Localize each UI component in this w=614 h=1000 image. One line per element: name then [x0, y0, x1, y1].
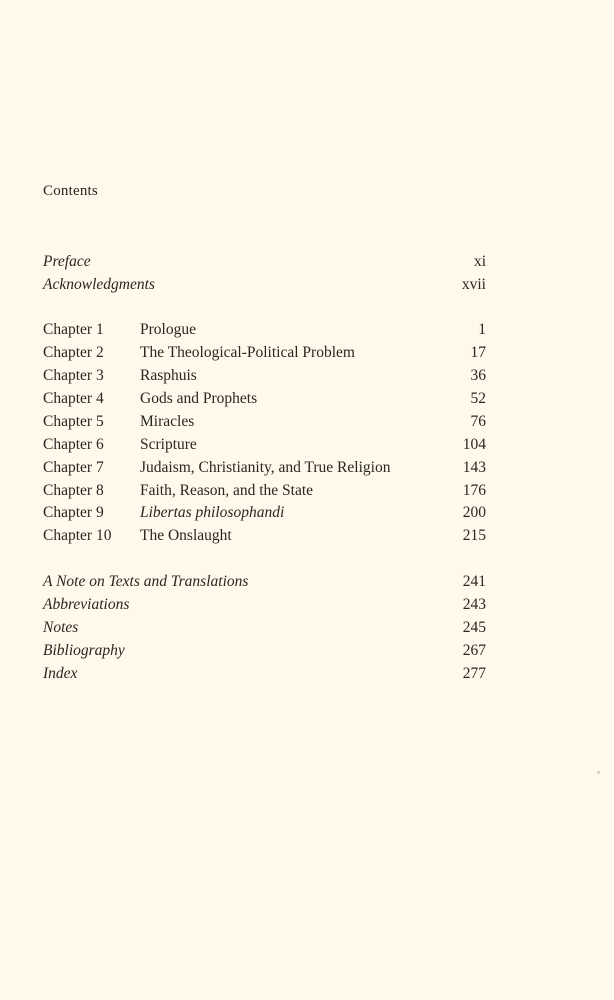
entry-page-number: 200	[462, 504, 486, 521]
chapter-title: Miracles	[140, 413, 195, 430]
toc-entry-chapter-9	[43, 503, 486, 523]
chapter-title: Scripture	[140, 436, 197, 453]
entry-page-number: 277	[462, 665, 486, 682]
entry-page-number: 215	[462, 527, 486, 544]
entry-page-number: 1	[478, 321, 486, 338]
toc-entry-chapter-8	[43, 481, 486, 501]
toc-entry-abbreviations	[43, 595, 486, 615]
entry-page-number: 243	[462, 596, 486, 613]
chapter-title: Prologue	[140, 321, 196, 338]
chapter-number: Chapter 4	[43, 390, 104, 407]
entry-page-number: 176	[462, 482, 486, 499]
entry-label: A Note on Texts and Translations	[43, 573, 249, 590]
entry-label: Abbreviations	[43, 596, 130, 613]
chapter-title: Rasphuis	[140, 367, 197, 384]
entry-page-number: xvii	[461, 276, 486, 293]
chapter-number: Chapter 9	[43, 504, 104, 521]
toc-entry-chapter-5	[43, 412, 486, 432]
toc-entry-chapter-3	[43, 366, 486, 386]
chapter-number: Chapter 1	[43, 321, 104, 338]
entry-page-number: 245	[462, 619, 486, 636]
entry-page-number: 17	[470, 344, 486, 361]
chapter-title: The Theological-Political Problem	[140, 344, 355, 361]
chapter-number: Chapter 5	[43, 413, 104, 430]
entry-page-number: 143	[462, 459, 486, 476]
toc-entry-note-on-texts	[43, 572, 486, 592]
entry-page-number: 267	[462, 642, 486, 659]
entry-page-number: 76	[470, 413, 486, 430]
toc-entry-preface	[43, 252, 486, 272]
chapter-number: Chapter 8	[43, 482, 104, 499]
entry-page-number: 36	[470, 367, 486, 384]
chapter-number: Chapter 6	[43, 436, 104, 453]
entry-label: Acknowledgments	[43, 276, 155, 293]
entry-label: Notes	[43, 619, 79, 636]
toc-entry-chapter-4	[43, 389, 486, 409]
entry-page-number: xi	[473, 253, 486, 270]
chapter-title: The Onslaught	[140, 527, 232, 544]
chapter-number: Chapter 3	[43, 367, 104, 384]
page-title: Contents	[43, 183, 98, 199]
paper-speck	[597, 771, 600, 774]
toc-entry-chapter-10	[43, 526, 486, 546]
chapter-number: Chapter 7	[43, 459, 104, 476]
toc-entry-chapter-2	[43, 343, 486, 363]
toc-entry-index	[43, 664, 486, 684]
toc-entry-chapter-6	[43, 435, 486, 455]
chapter-number: Chapter 2	[43, 344, 104, 361]
entry-label: Preface	[43, 253, 91, 270]
toc-entry-chapter-1	[43, 320, 486, 340]
toc-entry-acknowledgments	[43, 275, 486, 295]
chapter-title: Faith, Reason, and the State	[140, 482, 314, 499]
toc-entry-bibliography	[43, 641, 486, 661]
entry-page-number: 52	[470, 390, 486, 407]
chapter-title: Libertas philosophandi	[140, 504, 285, 521]
entry-page-number: 104	[462, 436, 486, 453]
entry-label: Index	[43, 665, 78, 682]
chapter-title: Gods and Prophets	[140, 390, 258, 407]
toc-entry-notes	[43, 618, 486, 638]
entry-page-number: 241	[462, 573, 486, 590]
chapter-number: Chapter 10	[43, 527, 112, 544]
toc-entry-chapter-7	[43, 458, 486, 478]
chapter-title: Judaism, Christianity, and True Religion	[140, 459, 391, 476]
entry-label: Bibliography	[43, 642, 125, 659]
